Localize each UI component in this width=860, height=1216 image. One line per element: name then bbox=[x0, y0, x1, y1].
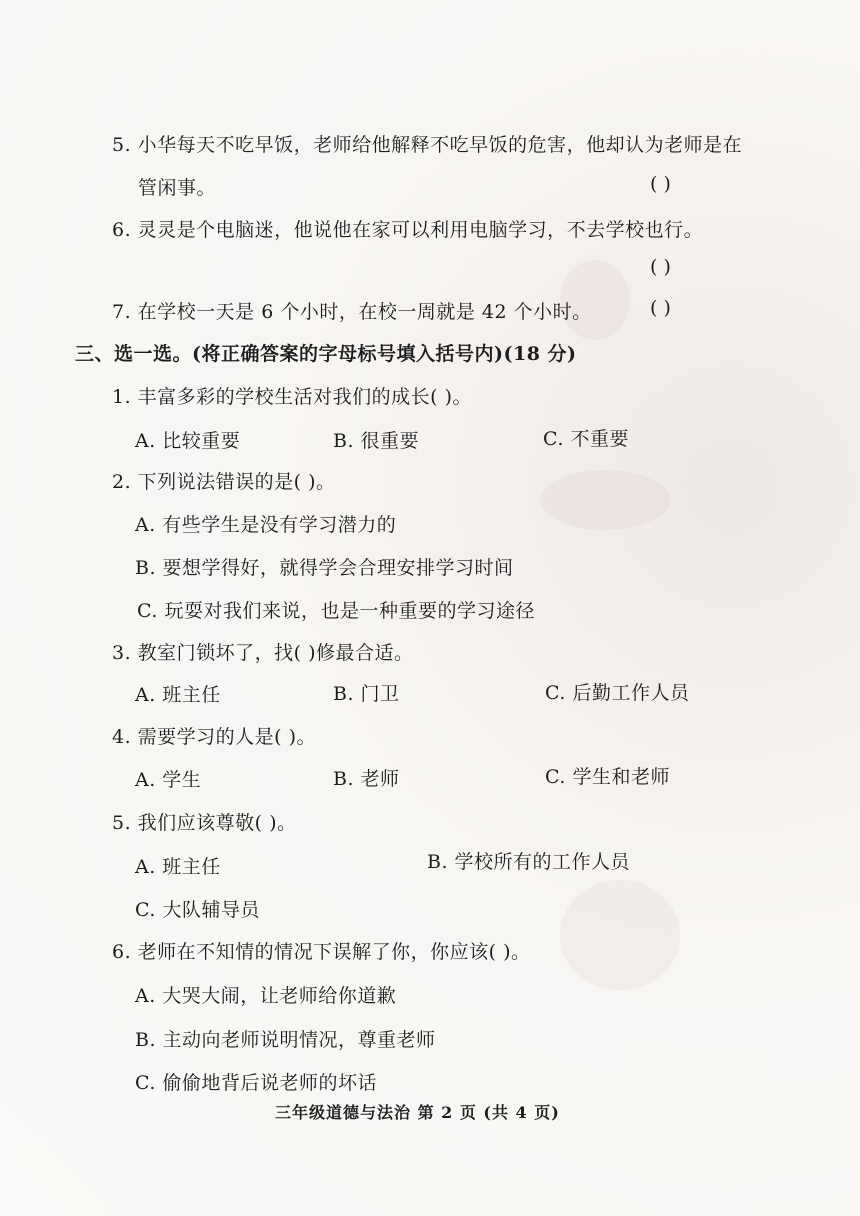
choice-q5-option-c[interactable]: C. 大队辅导员 bbox=[135, 899, 260, 921]
choice-q6: 6. 老师在不知情的情况下误解了你，你应该( )。 bbox=[112, 941, 531, 963]
choice-q5-option-a[interactable]: A. 班主任 bbox=[135, 856, 221, 878]
choice-q3-option-c[interactable]: C. 后勤工作人员 bbox=[545, 682, 690, 704]
choice-q5-option-b[interactable]: B. 学校所有的工作人员 bbox=[427, 851, 631, 873]
judge-q5-line1: 5. 小华每天不吃早饭，老师给他解释不吃早饭的危害，他却认为老师是在 bbox=[112, 134, 743, 156]
section-3-title: 三、选一选。(将正确答案的字母标号填入括号内)(18 分) bbox=[75, 343, 577, 365]
page-footer: 三年级道德与法治 第 2 页 (共 4 页) bbox=[275, 1103, 560, 1122]
choice-q6-option-c[interactable]: C. 偷偷地背后说老师的坏话 bbox=[135, 1072, 377, 1094]
judge-q7-answer-blank[interactable]: ( ) bbox=[650, 297, 671, 319]
judge-q5-line2: 管闲事。 bbox=[138, 177, 217, 199]
choice-q3-option-a[interactable]: A. 班主任 bbox=[135, 684, 221, 706]
choice-q2-option-c[interactable]: C. 玩耍对我们来说，也是一种重要的学习途径 bbox=[137, 600, 535, 622]
judge-q7: 7. 在学校一天是 6 个小时，在校一周就是 42 个小时。 bbox=[112, 301, 592, 323]
choice-q4-option-b[interactable]: B. 老师 bbox=[333, 768, 400, 790]
choice-q1-option-c[interactable]: C. 不重要 bbox=[543, 428, 629, 450]
choice-q4: 4. 需要学习的人是( )。 bbox=[112, 726, 317, 748]
judge-q6: 6. 灵灵是个电脑迷，他说他在家可以利用电脑学习，不去学校也行。 bbox=[112, 219, 704, 241]
choice-q2-option-b[interactable]: B. 要想学得好，就得学会合理安排学习时间 bbox=[135, 557, 514, 579]
choice-q4-option-c[interactable]: C. 学生和老师 bbox=[545, 766, 670, 788]
choice-q6-option-b[interactable]: B. 主动向老师说明情况，尊重老师 bbox=[135, 1029, 436, 1051]
faint-figure-2 bbox=[540, 470, 670, 530]
choice-q4-option-a[interactable]: A. 学生 bbox=[135, 769, 202, 791]
choice-q2: 2. 下列说法错误的是( )。 bbox=[112, 471, 336, 493]
choice-q5: 5. 我们应该尊敬( )。 bbox=[112, 812, 297, 834]
choice-q3-option-b[interactable]: B. 门卫 bbox=[333, 683, 400, 705]
choice-q1-option-a[interactable]: A. 比较重要 bbox=[135, 430, 241, 452]
judge-q5-answer-blank[interactable]: ( ) bbox=[650, 173, 671, 195]
choice-q6-option-a[interactable]: A. 大哭大闹，让老师给你道歉 bbox=[135, 985, 397, 1007]
choice-q2-option-a[interactable]: A. 有些学生是没有学习潜力的 bbox=[135, 514, 397, 536]
choice-q1-option-b[interactable]: B. 很重要 bbox=[333, 430, 420, 452]
judge-q6-answer-blank[interactable]: ( ) bbox=[650, 256, 671, 278]
choice-q3: 3. 教室门锁坏了，找( )修最合适。 bbox=[112, 642, 414, 664]
faint-figure-3 bbox=[560, 880, 680, 990]
choice-q1: 1. 丰富多彩的学校生活对我们的成长( )。 bbox=[112, 386, 473, 408]
